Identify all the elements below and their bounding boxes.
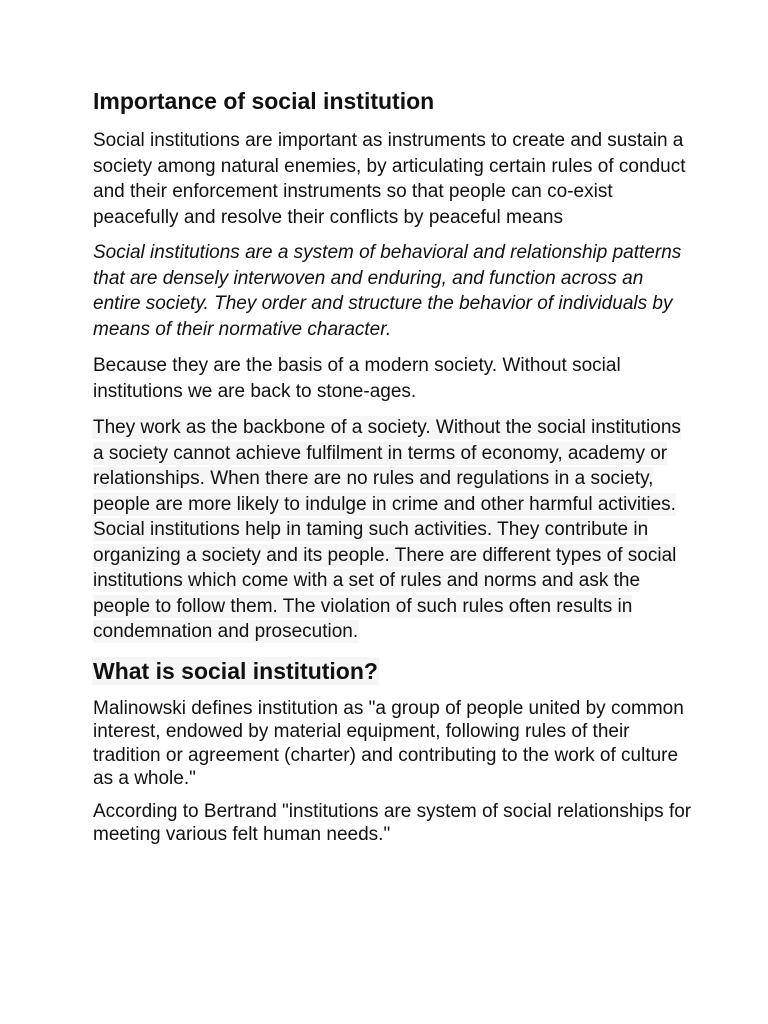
section-heading-what-is: [93, 654, 693, 688]
highlighted-text: They work as the backbone of a society. Without the social institutions a society cannot achieve fulfilment in terms of economy, academy or relationships. When there are no rules and regulations in a society, people are more likely to indulge in crime and other harmful activities. Social institutions help in taming such activities. They contribute in organizing a society and its people. There are different types of social institutions which come with a set of rules and norms and ask the people to follow them. The violation of such rules often results in condemnation and prosecution.: [93, 417, 681, 642]
paragraph-bertrand: According to Bertrand "institutions are system of social relationships for meeting various felt human needs.": [93, 800, 692, 845]
section-heading-text: What is social institution?: [93, 657, 378, 684]
document-page: [93, 84, 693, 847]
paragraph-backbone: [93, 415, 693, 645]
paragraph-malinowski: Malinowski defines institution as "a group of people united by common interest, endowed by material equipment, following rules of their tradition or agreement (charter) and contributing to the work of culture as a whole.": [93, 697, 684, 789]
section-heading-importance: [93, 84, 693, 118]
paragraph-modern-society: Because they are the basis of a modern society. Without social institutions we are back to stone-ages.: [93, 355, 621, 402]
section-heading-text: Importance of social institution: [93, 88, 435, 114]
paragraph-importance-intro: Social institutions are important as instruments to create and sustain a society among natural enemies, by articulating certain rules of conduct and their enforcement instruments so that people can co-exist peacefully and resolve their conflicts by peaceful means: [93, 130, 686, 228]
paragraph-definition-italic: Social institutions are a system of behavioral and relationship patterns that are densely interwoven and enduring, and function across an entire society. They order and structure the behavior of individuals by means of their normative character.: [93, 242, 682, 340]
